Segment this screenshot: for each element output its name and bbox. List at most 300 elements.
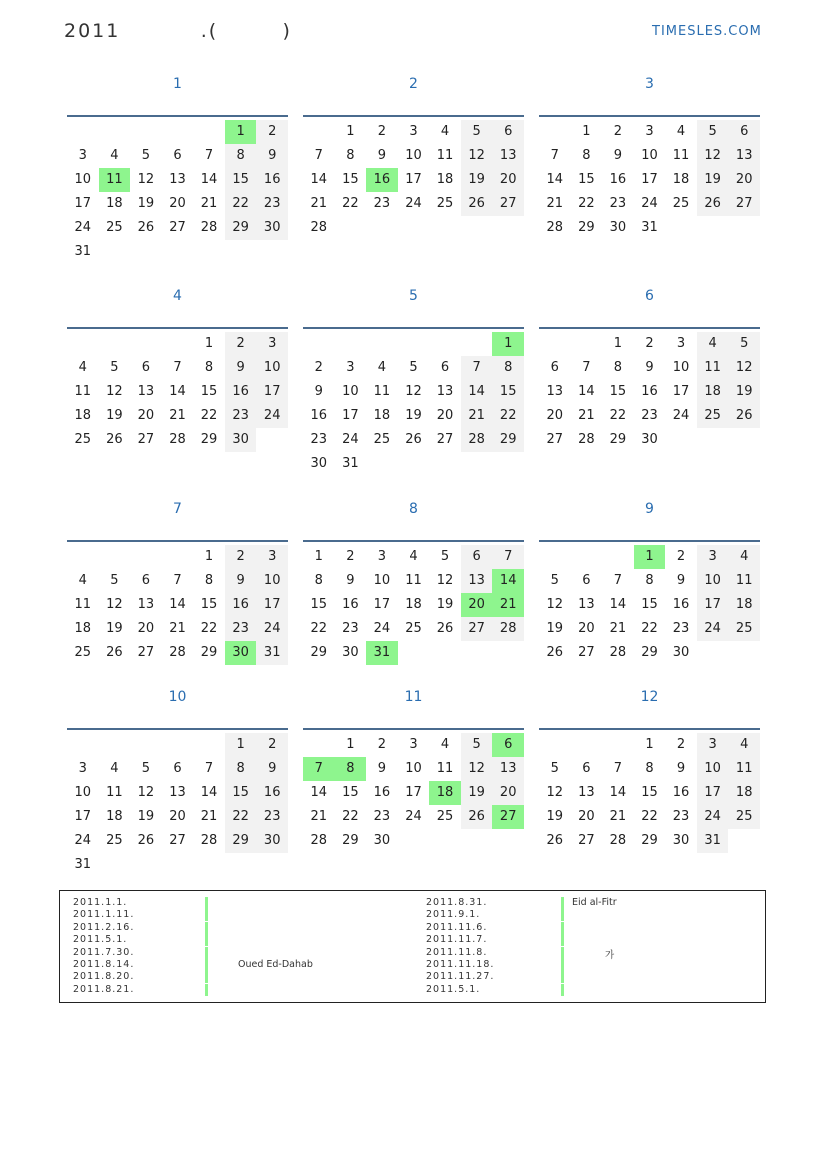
day-cell: 24 xyxy=(672,408,690,423)
day-cell: 29 xyxy=(492,428,524,452)
month-12 xyxy=(539,688,760,848)
day-cell: 22 xyxy=(641,809,658,824)
legend-date: 2011.11.7. xyxy=(426,934,488,946)
day-cell: 10 xyxy=(641,148,658,163)
holiday-day-cell: 31 xyxy=(366,641,398,665)
day-cell: 29 xyxy=(200,645,218,660)
day-cell: 27 xyxy=(546,432,564,447)
day-cell: 21 xyxy=(169,408,186,423)
day-cell: 29 xyxy=(225,829,257,853)
legend-date: 2011.9.1. xyxy=(426,909,481,921)
day-cell: 12 xyxy=(697,144,729,168)
day-cell: 14 xyxy=(200,172,218,187)
day-cell: 22 xyxy=(225,192,257,216)
day-cell: 1 xyxy=(346,124,355,139)
day-cell: 27 xyxy=(728,192,760,216)
month-title: 9 xyxy=(645,501,654,517)
month-divider xyxy=(539,540,760,542)
day-cell: 26 xyxy=(106,645,123,660)
month-title: 6 xyxy=(645,288,654,304)
day-cell: 31 xyxy=(342,456,359,471)
day-cell: 6 xyxy=(141,573,151,588)
day-cell: 20 xyxy=(137,621,155,636)
month-title: 4 xyxy=(173,288,182,304)
day-cell: 21 xyxy=(609,621,627,636)
day-cell: 2 xyxy=(676,549,686,564)
day-cell: 27 xyxy=(169,833,186,848)
day-cell: 7 xyxy=(173,573,182,588)
day-cell: 15 xyxy=(225,781,257,805)
month-divider xyxy=(303,115,524,117)
day-cell: 2 xyxy=(256,120,288,144)
day-cell: 9 xyxy=(256,757,288,781)
day-cell: 3 xyxy=(78,761,87,776)
site-logo[interactable]: TIMESLES.COM xyxy=(652,24,762,39)
page-title: 2011 .( ) xyxy=(64,20,292,42)
legend-holiday-name: Eid al-Fitr xyxy=(572,897,617,908)
day-cell: 7 xyxy=(582,360,591,375)
day-cell: 7 xyxy=(204,761,214,776)
day-cell: 25 xyxy=(672,196,690,211)
day-cell: 14 xyxy=(546,172,564,187)
month-10 xyxy=(67,688,288,872)
holiday-day-cell: 1 xyxy=(492,332,524,356)
day-cell: 25 xyxy=(697,404,729,428)
day-cell: 15 xyxy=(609,384,627,399)
day-cell: 15 xyxy=(492,380,524,404)
day-cell: 1 xyxy=(204,549,214,564)
day-cell: 6 xyxy=(440,360,450,375)
day-cell: 11 xyxy=(672,148,690,163)
day-cell: 19 xyxy=(728,380,760,404)
day-cell: 24 xyxy=(641,196,658,211)
day-cell: 28 xyxy=(200,833,218,848)
day-cell: 22 xyxy=(200,621,218,636)
day-cell: 23 xyxy=(641,408,658,423)
day-cell: 9 xyxy=(225,356,257,380)
day-cell: 2 xyxy=(225,545,257,569)
day-cell: 30 xyxy=(373,833,391,848)
day-cell: 16 xyxy=(609,172,627,187)
day-cell: 24 xyxy=(697,617,729,641)
day-cell: 9 xyxy=(377,761,387,776)
day-cell: 14 xyxy=(310,785,328,800)
day-cell: 18 xyxy=(373,408,391,423)
month-7 xyxy=(67,500,288,660)
day-cell: 12 xyxy=(461,757,493,781)
day-cell: 31 xyxy=(74,244,92,259)
day-cell: 15 xyxy=(200,384,218,399)
day-cell: 4 xyxy=(409,549,418,564)
legend-marker xyxy=(205,947,208,959)
day-cell: 1 xyxy=(582,124,591,139)
day-cell: 19 xyxy=(137,196,155,211)
day-cell: 25 xyxy=(405,621,422,636)
month-6 xyxy=(539,287,760,447)
day-cell: 3 xyxy=(256,332,288,356)
legend-date: 2011.11.18. xyxy=(426,958,495,970)
day-cell: 6 xyxy=(173,761,182,776)
day-cell: 11 xyxy=(436,761,454,776)
day-cell: 14 xyxy=(169,384,186,399)
day-cell: 15 xyxy=(310,597,328,612)
day-cell: 2 xyxy=(676,737,686,752)
day-cell: 15 xyxy=(641,785,658,800)
day-cell: 21 xyxy=(310,809,328,824)
day-cell: 8 xyxy=(346,148,355,163)
month-title: 5 xyxy=(409,288,418,304)
month-title: 3 xyxy=(645,76,654,92)
day-cell: 21 xyxy=(461,404,493,428)
day-cell: 23 xyxy=(310,432,328,447)
day-cell: 16 xyxy=(342,597,359,612)
day-cell: 12 xyxy=(405,384,422,399)
day-cell: 18 xyxy=(106,196,123,211)
month-title: 12 xyxy=(640,689,659,705)
day-cell: 1 xyxy=(645,737,654,752)
day-cell: 16 xyxy=(641,384,658,399)
holiday-day-cell: 8 xyxy=(335,757,367,781)
day-cell: 29 xyxy=(310,645,328,660)
month-title: 1 xyxy=(173,76,182,92)
day-cell: 25 xyxy=(728,805,760,829)
day-cell: 9 xyxy=(225,569,257,593)
day-cell: 13 xyxy=(578,597,595,612)
day-cell: 22 xyxy=(492,404,524,428)
month-2 xyxy=(303,75,524,235)
day-cell: 12 xyxy=(106,384,123,399)
day-cell: 10 xyxy=(697,569,729,593)
day-cell: 5 xyxy=(461,733,493,757)
day-cell: 4 xyxy=(440,737,450,752)
day-cell: 13 xyxy=(436,384,454,399)
day-cell: 22 xyxy=(200,408,218,423)
day-cell: 13 xyxy=(137,384,155,399)
day-cell: 2 xyxy=(377,737,387,752)
day-cell: 17 xyxy=(405,785,422,800)
day-cell: 29 xyxy=(641,833,658,848)
legend-date: 2011.11.27. xyxy=(426,971,495,983)
month-4 xyxy=(67,287,288,447)
day-cell: 1 xyxy=(346,737,355,752)
day-cell: 30 xyxy=(310,456,328,471)
day-cell: 9 xyxy=(346,573,355,588)
day-cell: 15 xyxy=(578,172,595,187)
day-cell: 7 xyxy=(204,148,214,163)
day-cell: 28 xyxy=(461,428,493,452)
day-cell: 4 xyxy=(377,360,387,375)
day-cell: 31 xyxy=(697,829,729,853)
day-cell: 21 xyxy=(200,196,218,211)
legend-marker xyxy=(205,959,208,971)
month-divider xyxy=(303,540,524,542)
day-cell: 19 xyxy=(461,781,493,805)
day-cell: 30 xyxy=(641,432,658,447)
day-cell: 30 xyxy=(609,220,627,235)
day-cell: 27 xyxy=(578,645,595,660)
day-cell: 25 xyxy=(373,432,391,447)
day-cell: 17 xyxy=(672,384,690,399)
legend-date: 2011.11.8. xyxy=(426,946,488,958)
month-5 xyxy=(303,287,524,471)
day-cell: 26 xyxy=(546,833,564,848)
legend-column-left xyxy=(73,897,313,996)
day-cell: 20 xyxy=(492,168,524,192)
day-cell: 24 xyxy=(256,404,288,428)
day-cell: 23 xyxy=(225,617,257,641)
day-cell: 11 xyxy=(405,573,422,588)
day-cell: 27 xyxy=(578,833,595,848)
day-cell: 12 xyxy=(137,785,155,800)
day-cell: 29 xyxy=(578,220,595,235)
day-cell: 4 xyxy=(697,332,729,356)
legend-marker xyxy=(205,897,208,909)
day-cell: 21 xyxy=(169,621,186,636)
day-cell: 5 xyxy=(728,332,760,356)
day-cell: 19 xyxy=(546,621,564,636)
day-cell: 20 xyxy=(546,408,564,423)
legend-holiday-name: Oued Ed-Dahab xyxy=(238,959,313,970)
day-cell: 22 xyxy=(641,621,658,636)
day-cell: 28 xyxy=(169,645,186,660)
day-cell: 9 xyxy=(613,148,623,163)
day-cell: 28 xyxy=(492,617,524,641)
day-cell: 26 xyxy=(546,645,564,660)
day-cell: 14 xyxy=(578,384,595,399)
day-cell: 7 xyxy=(461,356,493,380)
day-cell: 30 xyxy=(672,645,690,660)
day-cell: 15 xyxy=(342,172,359,187)
day-cell: 23 xyxy=(256,805,288,829)
day-cell: 3 xyxy=(676,336,686,351)
day-cell: 14 xyxy=(461,380,493,404)
day-cell: 6 xyxy=(728,120,760,144)
day-cell: 20 xyxy=(169,196,186,211)
month-8 xyxy=(303,500,524,660)
day-cell: 21 xyxy=(578,408,595,423)
day-cell: 3 xyxy=(346,360,355,375)
day-cell: 30 xyxy=(672,833,690,848)
day-cell: 8 xyxy=(225,144,257,168)
day-cell: 13 xyxy=(492,757,524,781)
day-cell: 17 xyxy=(256,380,288,404)
legend-date: 2011.1.11. xyxy=(73,909,135,921)
day-cell: 10 xyxy=(74,172,92,187)
day-cell: 2 xyxy=(645,336,654,351)
day-cell: 5 xyxy=(141,761,151,776)
day-cell: 17 xyxy=(74,196,92,211)
holiday-legend xyxy=(59,890,766,1003)
day-cell: 28 xyxy=(310,833,328,848)
day-cell: 17 xyxy=(641,172,658,187)
day-cell: 6 xyxy=(582,573,591,588)
day-cell: 18 xyxy=(74,621,92,636)
day-cell: 18 xyxy=(697,380,729,404)
day-cell: 5 xyxy=(440,549,450,564)
day-cell: 21 xyxy=(609,809,627,824)
day-cell: 27 xyxy=(137,645,155,660)
day-cell: 12 xyxy=(137,172,155,187)
month-1 xyxy=(67,75,288,259)
day-cell: 11 xyxy=(106,785,123,800)
day-cell: 28 xyxy=(169,432,186,447)
day-cell: 17 xyxy=(256,593,288,617)
day-cell: 25 xyxy=(106,220,123,235)
day-cell: 4 xyxy=(110,761,119,776)
holiday-day-cell: 14 xyxy=(492,569,524,593)
month-title: 2 xyxy=(409,76,418,92)
day-cell: 23 xyxy=(225,404,257,428)
day-cell: 23 xyxy=(672,809,690,824)
day-cell: 22 xyxy=(342,196,359,211)
day-cell: 1 xyxy=(613,336,623,351)
day-cell: 6 xyxy=(492,120,524,144)
legend-marker xyxy=(205,934,208,946)
day-cell: 5 xyxy=(110,573,119,588)
holiday-day-cell: 11 xyxy=(99,168,131,192)
day-cell: 11 xyxy=(728,569,760,593)
day-cell: 1 xyxy=(204,336,214,351)
day-cell: 23 xyxy=(373,809,391,824)
day-cell: 2 xyxy=(346,549,355,564)
day-cell: 28 xyxy=(546,220,564,235)
day-cell: 29 xyxy=(200,432,218,447)
day-cell: 14 xyxy=(169,597,186,612)
day-cell: 7 xyxy=(550,148,559,163)
day-cell: 4 xyxy=(440,124,450,139)
day-cell: 2 xyxy=(256,733,288,757)
day-cell: 16 xyxy=(672,597,690,612)
day-cell: 26 xyxy=(461,192,493,216)
legend-marker xyxy=(205,971,208,983)
day-cell: 5 xyxy=(697,120,729,144)
day-cell: 19 xyxy=(137,809,155,824)
day-cell: 8 xyxy=(582,148,591,163)
day-cell: 24 xyxy=(405,196,422,211)
day-cell: 12 xyxy=(546,785,564,800)
day-cell: 11 xyxy=(373,384,391,399)
day-cell: 29 xyxy=(641,645,658,660)
day-cell: 19 xyxy=(106,408,123,423)
holiday-day-cell: 18 xyxy=(429,781,461,805)
day-cell: 8 xyxy=(204,360,214,375)
month-title: 7 xyxy=(173,501,182,517)
legend-marker xyxy=(561,897,564,909)
day-cell: 21 xyxy=(546,196,564,211)
legend-marker xyxy=(205,922,208,934)
day-cell: 26 xyxy=(137,220,155,235)
month-divider xyxy=(303,728,524,730)
day-cell: 9 xyxy=(377,148,387,163)
month-divider xyxy=(539,115,760,117)
legend-date: 2011.5.1. xyxy=(73,934,128,946)
day-cell: 20 xyxy=(728,168,760,192)
day-cell: 16 xyxy=(373,785,391,800)
day-cell: 20 xyxy=(169,809,186,824)
day-cell: 11 xyxy=(728,757,760,781)
day-cell: 21 xyxy=(310,196,328,211)
day-cell: 2 xyxy=(314,360,323,375)
holiday-day-cell: 30 xyxy=(225,641,257,665)
day-cell: 18 xyxy=(436,172,454,187)
day-cell: 3 xyxy=(697,545,729,569)
day-cell: 10 xyxy=(74,785,92,800)
day-cell: 25 xyxy=(74,645,92,660)
day-cell: 17 xyxy=(342,408,359,423)
month-divider xyxy=(67,540,288,542)
month-3 xyxy=(539,75,760,235)
day-cell: 15 xyxy=(225,168,257,192)
day-cell: 28 xyxy=(609,833,627,848)
day-cell: 31 xyxy=(256,641,288,665)
day-cell: 16 xyxy=(310,408,328,423)
day-cell: 7 xyxy=(613,761,623,776)
holiday-day-cell: 1 xyxy=(634,545,666,569)
day-cell: 5 xyxy=(409,360,418,375)
day-cell: 19 xyxy=(546,809,564,824)
day-cell: 13 xyxy=(546,384,564,399)
day-cell: 14 xyxy=(310,172,328,187)
day-cell: 23 xyxy=(342,621,359,636)
day-cell: 22 xyxy=(609,408,627,423)
month-title: 8 xyxy=(409,501,418,517)
day-cell: 10 xyxy=(373,573,391,588)
day-cell: 8 xyxy=(204,573,214,588)
day-cell: 8 xyxy=(613,360,623,375)
day-cell: 7 xyxy=(173,360,182,375)
day-cell: 3 xyxy=(409,124,418,139)
day-cell: 13 xyxy=(169,785,186,800)
day-cell: 29 xyxy=(342,833,359,848)
day-cell: 26 xyxy=(461,805,493,829)
day-cell: 8 xyxy=(492,356,524,380)
day-cell: 19 xyxy=(461,168,493,192)
day-cell: 21 xyxy=(200,809,218,824)
day-cell: 17 xyxy=(74,809,92,824)
day-cell: 9 xyxy=(645,360,654,375)
day-cell: 28 xyxy=(310,220,328,235)
day-cell: 4 xyxy=(78,360,87,375)
legend-date: 2011.2.16. xyxy=(73,921,135,933)
day-cell: 5 xyxy=(550,573,559,588)
day-cell: 14 xyxy=(200,785,218,800)
day-cell: 12 xyxy=(436,573,454,588)
day-cell: 11 xyxy=(436,148,454,163)
day-cell: 30 xyxy=(256,216,288,240)
day-cell: 25 xyxy=(74,432,92,447)
day-cell: 2 xyxy=(225,332,257,356)
day-cell: 23 xyxy=(256,192,288,216)
day-cell: 13 xyxy=(728,144,760,168)
day-cell: 19 xyxy=(697,168,729,192)
day-cell: 18 xyxy=(728,593,760,617)
day-cell: 20 xyxy=(436,408,454,423)
legend-holiday-name: 가 xyxy=(605,949,615,961)
day-cell: 27 xyxy=(461,617,493,641)
day-cell: 8 xyxy=(645,573,654,588)
month-divider xyxy=(67,327,288,329)
legend-column-right xyxy=(426,897,617,996)
day-cell: 4 xyxy=(728,545,760,569)
day-cell: 10 xyxy=(342,384,359,399)
day-cell: 20 xyxy=(137,408,155,423)
day-cell: 26 xyxy=(137,833,155,848)
day-cell: 27 xyxy=(492,192,524,216)
legend-marker xyxy=(561,947,564,959)
month-divider xyxy=(67,115,288,117)
day-cell: 10 xyxy=(256,569,288,593)
day-cell: 11 xyxy=(74,384,92,399)
